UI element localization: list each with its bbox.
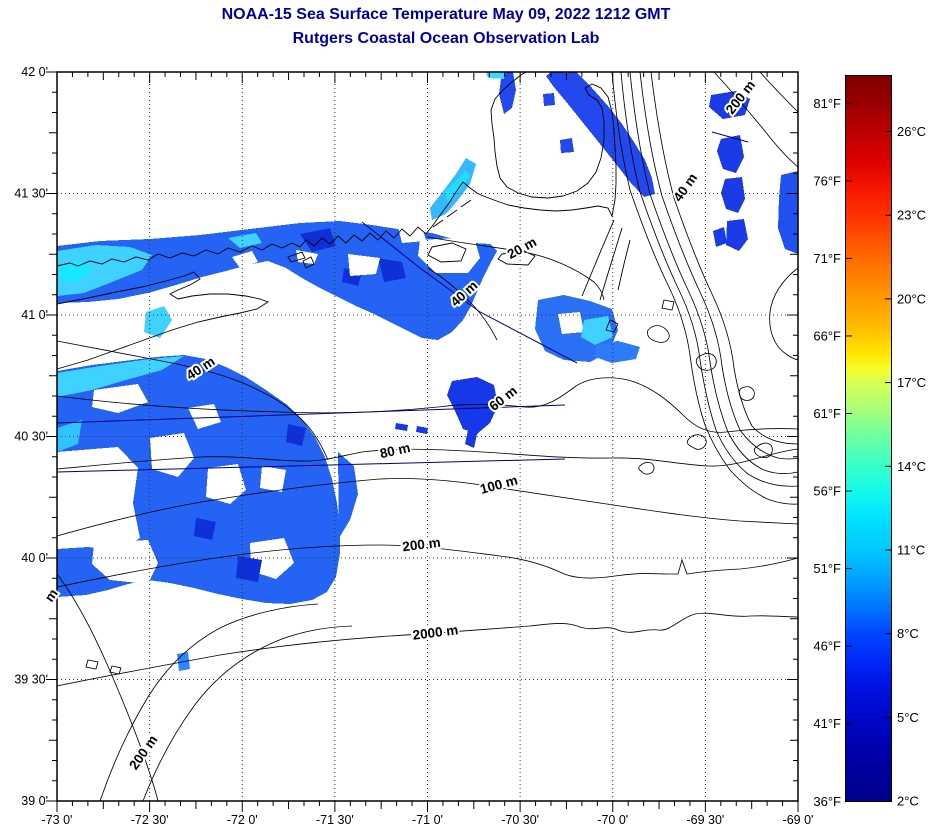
y-tick-label: 42 0': [21, 65, 48, 79]
y-tick-label: 41 0': [21, 308, 48, 322]
colorbar-label-celsius: 5°C: [897, 709, 919, 725]
colorbar-label-celsius: 17°C: [897, 375, 927, 391]
sst-dash: [395, 423, 408, 431]
contour-label-40m-li: 40 m: [183, 353, 218, 383]
sst-patch-nantucket-shoals: [709, 91, 750, 251]
colorbar-label-celsius: 2°C: [897, 793, 919, 809]
page-subtitle: Rutgers Coastal Ocean Observation Lab: [292, 30, 600, 47]
colorbar-label-fahrenheit: 81°F: [813, 95, 841, 111]
y-tick-label: 40 0': [21, 551, 48, 565]
sst-cyan-peconic: [144, 306, 172, 338]
contour-label-40m-ri: 40 m: [447, 277, 481, 310]
sst-patch-mass-bay: [546, 72, 655, 197]
x-tick-label: -71 30': [315, 813, 354, 827]
y-tick-label: 41 30': [14, 186, 48, 201]
y-tick-label: 40 30': [14, 429, 48, 444]
x-tick-label: -71 0': [412, 813, 443, 827]
contour-label-20m: 20 m: [504, 234, 539, 262]
colorbar-label-fahrenheit: 61°F: [813, 406, 841, 421]
colorbar-label-celsius: 20°C: [897, 291, 927, 307]
colorbar-label-fahrenheit: 36°F: [813, 793, 841, 809]
colorbar-label-fahrenheit: 51°F: [813, 561, 841, 577]
sst-patch-right-edge: [778, 171, 798, 254]
colorbar-label-celsius: 14°C: [897, 458, 927, 474]
colorbar-label-celsius: 8°C: [897, 626, 919, 642]
colorbar-label-celsius: 11°C: [897, 542, 926, 558]
x-tick-label: -70 0': [597, 813, 629, 827]
contour-right-edge-lobe: [770, 268, 798, 360]
contour-hudson-canyon-east2: [143, 626, 352, 801]
colorbar-label-fahrenheit: 46°F: [813, 638, 841, 654]
sst-daub: [595, 341, 640, 363]
sst-navy-spot: [236, 556, 262, 582]
contour-label-80m: 80 m: [378, 440, 412, 462]
sst-patch-long-island-sound: [57, 221, 497, 340]
colorbar-label-fahrenheit: 56°F: [813, 483, 841, 499]
colorbar-label-fahrenheit: 76°F: [813, 173, 841, 189]
contour-label-200m-gom: 200 m: [722, 77, 759, 117]
y-tick-label: 39 0': [21, 794, 48, 808]
contour-label-60m: 60 m: [486, 383, 520, 414]
coast-monomoy-fans: [582, 220, 630, 300]
contour-label-100m: 100 m: [478, 472, 520, 497]
y-tick-label: 39 30': [14, 672, 48, 687]
page-title: NOAA-15 Sea Surface Temperature May 09, 2022 1212 GMT: [221, 6, 671, 23]
contour-label-m-clipped: m: [41, 586, 61, 605]
x-tick-label: -72 0': [226, 813, 258, 827]
contour-corner: [760, 72, 798, 112]
sst-square: [543, 93, 555, 106]
contour-label-200m-canyon: 200 m: [126, 732, 161, 773]
x-tick-label: -69 0': [782, 813, 814, 827]
colorbar-label-fahrenheit: 66°F: [813, 328, 841, 344]
contour-hudson-canyon-west: [57, 574, 161, 801]
colorbar-label-celsius: 23°C: [897, 207, 927, 223]
x-tick-label: -69 30': [686, 813, 725, 827]
x-tick-label: -72 30': [130, 813, 169, 827]
contour-label-200m-shelf: 200 m: [401, 534, 442, 555]
sst-dash: [416, 426, 428, 434]
x-tick-label: -73 0': [41, 813, 73, 827]
colorbar-label-fahrenheit: 71°F: [813, 250, 841, 266]
contour-hudson-canyon-east1: [100, 604, 318, 801]
colorbar-label-fahrenheit: 41°F: [813, 716, 841, 732]
contour-label-40m-gsc: 40 m: [670, 170, 701, 205]
colorbar-labels: [813, 96, 926, 809]
colorbar-label-celsius: 26°C: [897, 124, 927, 139]
sst-patches: [57, 72, 798, 671]
x-axis-labels: [42, 813, 814, 827]
sst-square: [560, 138, 574, 153]
y-axis-labels: [14, 65, 48, 808]
x-tick-label: -70 30': [501, 813, 540, 827]
contour-label-2000m: 2000 m: [411, 622, 460, 643]
